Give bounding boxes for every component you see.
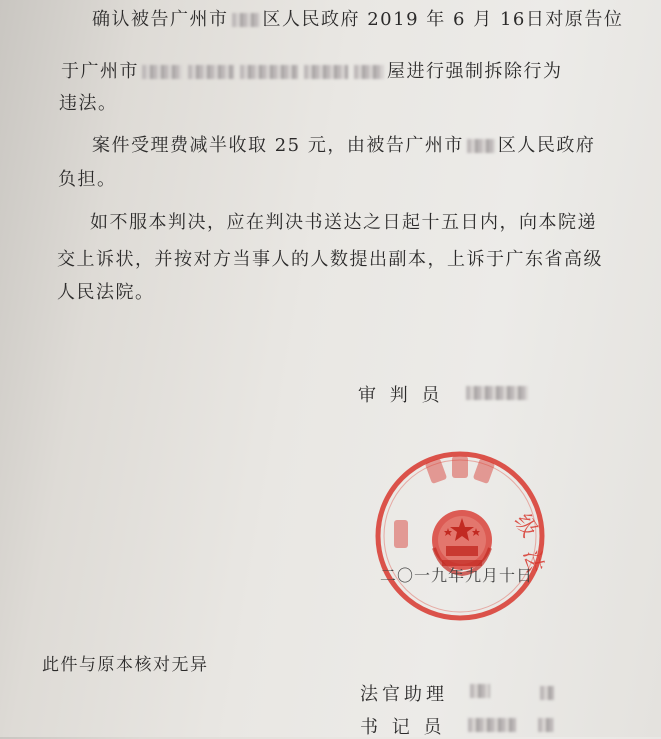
para3-line1: 如不服本判决，应在判决书送达之日起十五日内，向本院递 bbox=[90, 212, 597, 233]
para3-line3: 人民法院。 bbox=[57, 282, 155, 303]
redaction-block bbox=[188, 65, 234, 79]
assistant-name-redaction bbox=[540, 686, 554, 700]
assistant-name-redaction bbox=[470, 684, 490, 698]
para2-text-b: 25 bbox=[274, 135, 301, 156]
para1-line1 bbox=[92, 5, 623, 31]
court-seal-stamp bbox=[372, 448, 548, 624]
para1-text-h: 日对原告位 bbox=[525, 9, 624, 30]
para2-text-c: 元，由被告广州市 bbox=[307, 135, 464, 156]
clerk-name-redaction bbox=[468, 718, 516, 732]
redaction-block bbox=[304, 65, 348, 79]
para2-text-a: 案件受理费减半收取 bbox=[92, 135, 268, 156]
redaction-block bbox=[240, 65, 298, 79]
para2-line2: 负担。 bbox=[58, 169, 117, 190]
para1-text-i: 于广州市 bbox=[61, 61, 139, 82]
para2-line1 bbox=[92, 131, 595, 157]
para1-text-e: 6 bbox=[453, 9, 466, 30]
para1-text-c: 2019 bbox=[367, 9, 420, 30]
redaction-block bbox=[232, 13, 260, 27]
para3-line2: 交上诉状，并按对方当事人的人数提出副本，上诉于广东省高级 bbox=[57, 249, 603, 270]
redaction-block bbox=[354, 65, 384, 79]
judge-assistant-label: 法官助理 bbox=[360, 684, 448, 705]
svg-text:法: 法 bbox=[518, 548, 548, 575]
judge-name-redaction bbox=[466, 386, 528, 400]
copy-verification-note: 此件与原本核对无异 bbox=[42, 655, 209, 675]
para1-text-g: 16 bbox=[499, 9, 526, 30]
para1-text-f: 月 bbox=[473, 9, 493, 30]
judgment-date: 二〇一九年九月十日 bbox=[380, 566, 534, 585]
para1-text-j: 屋进行强制拆除行为 bbox=[387, 61, 563, 82]
para1-text-b: 区人民政府 bbox=[262, 9, 360, 30]
para1-text-a: 确认被告广州市 bbox=[92, 9, 229, 30]
para1-line3: 违法。 bbox=[59, 93, 118, 114]
svg-text:级: 级 bbox=[508, 509, 542, 542]
para1-text-d: 年 bbox=[426, 9, 446, 30]
clerk-label: 书 记 员 bbox=[360, 717, 446, 738]
para1-line2 bbox=[61, 57, 563, 83]
judge-label: 审 判 员 bbox=[358, 385, 444, 406]
para2-text-d: 区人民政府 bbox=[497, 135, 596, 156]
redaction-block bbox=[467, 139, 495, 153]
redaction-block bbox=[142, 65, 182, 79]
clerk-name-redaction bbox=[538, 718, 554, 732]
